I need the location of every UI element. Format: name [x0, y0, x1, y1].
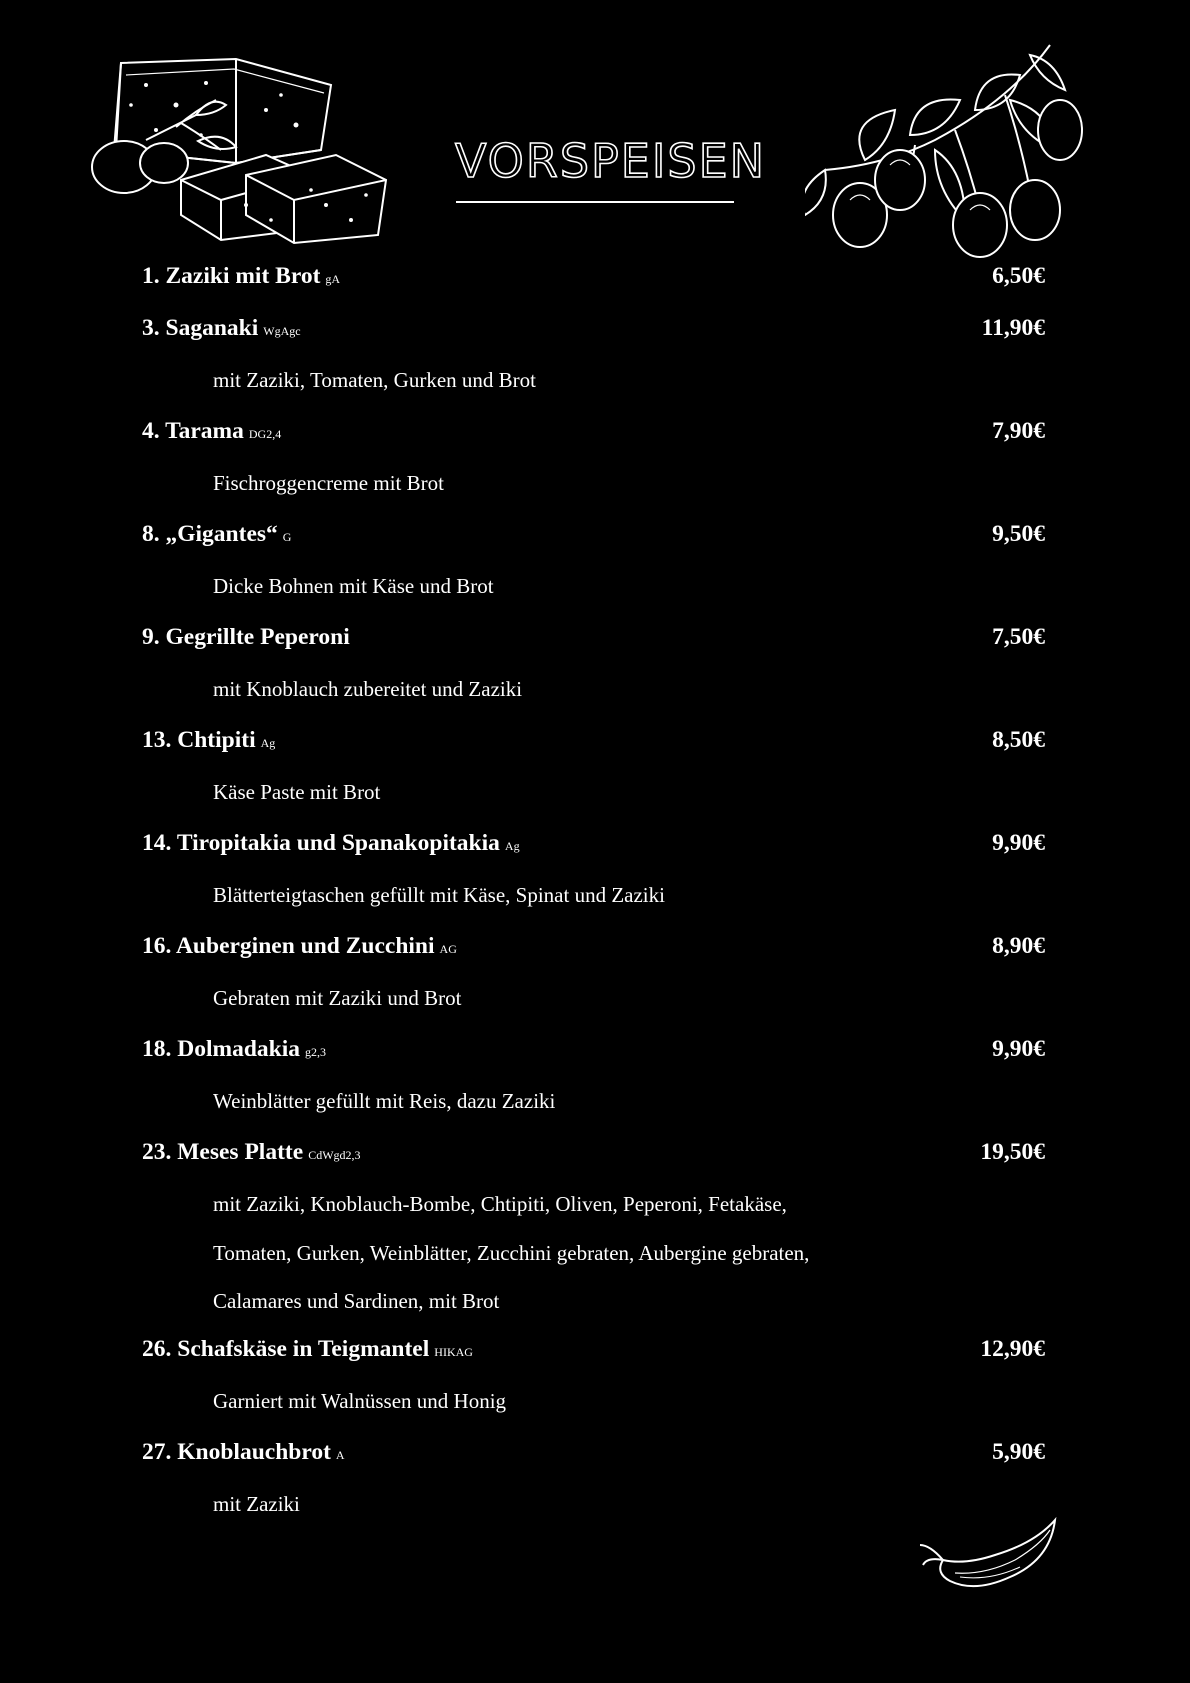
item-description: Garniert mit Walnüssen und Honig: [213, 1389, 507, 1413]
cheese-illustration: [86, 55, 416, 265]
allergen-code: Ag: [504, 838, 520, 853]
item-description: Weinblätter gefüllt mit Reis, dazu Zaziki: [213, 1089, 556, 1113]
item-title: 4. Tarama: [142, 417, 244, 444]
item-title: 18. Dolmadakia: [142, 1035, 300, 1062]
item-price: 19,50€: [980, 1138, 1045, 1165]
menu-item: [142, 1036, 1045, 1088]
item-description: Tomaten, Gurken, Weinblätter, Zucchini gebraten, Aubergine gebraten,: [213, 1240, 810, 1265]
item-price: 9,90€: [992, 829, 1045, 856]
chili-pepper-illustration: [915, 1515, 1060, 1595]
menu-list: [142, 263, 1045, 1542]
item-price: 7,90€: [992, 417, 1045, 444]
item-title: 16. Auberginen und Zucchini: [142, 932, 435, 959]
title-underline: [456, 201, 734, 203]
item-title: 1. Zaziki mit Brot: [142, 263, 321, 289]
item-price: 12,90€: [980, 1335, 1045, 1362]
item-description: Gebraten mit Zaziki und Brot: [213, 986, 462, 1010]
item-description: Calamares und Sardinen, mit Brot: [213, 1289, 500, 1313]
item-description: mit Zaziki: [213, 1492, 300, 1516]
olive-branch-illustration: [805, 40, 1095, 260]
item-name: [142, 830, 520, 857]
item-title: 13. Chtipiti: [142, 726, 256, 753]
allergen-code: g2,3: [305, 1044, 326, 1059]
item-description: Blätterteigtaschen gefüllt mit Käse, Spinat und Zaziki: [213, 883, 665, 907]
item-description: Käse Paste mit Brot: [213, 780, 381, 804]
item-name: [142, 933, 457, 960]
allergen-code: G: [282, 529, 292, 544]
item-name: [142, 727, 275, 754]
menu-item: [142, 521, 1045, 573]
item-name: [142, 1336, 473, 1363]
item-title: 14. Tiropitakia und Spanakopitakia: [142, 829, 500, 856]
menu-item: [142, 1139, 1045, 1191]
page-title: VORSPEISEN: [455, 134, 767, 188]
allergen-code: AG: [439, 941, 457, 956]
item-name: [142, 263, 340, 290]
item-name: [142, 418, 281, 445]
allergen-code: A: [335, 1447, 345, 1462]
allergen-code: WgAgc: [263, 323, 301, 338]
menu-item: [142, 1439, 1045, 1491]
item-name: [142, 521, 291, 548]
item-price: 8,90€: [992, 932, 1045, 959]
item-title: 27. Knoblauchbrot: [142, 1438, 331, 1465]
item-price: 11,90€: [981, 314, 1045, 341]
item-description: Fischroggencreme mit Brot: [213, 471, 444, 495]
allergen-code: CdWgd2,3: [308, 1147, 361, 1162]
menu-item: [142, 418, 1045, 470]
menu-item: [142, 830, 1045, 882]
menu-item: [142, 727, 1045, 779]
item-price: 9,90€: [992, 1035, 1045, 1062]
menu-item: [142, 624, 1045, 676]
item-description: Dicke Bohnen mit Käse und Brot: [213, 574, 494, 598]
menu-item: [142, 263, 1045, 315]
item-description: mit Zaziki, Knoblauch-Bombe, Chtipiti, Oliven, Peperoni, Fetakäse,: [213, 1192, 787, 1216]
item-price: 7,50€: [992, 623, 1045, 650]
item-price: 6,50€: [992, 263, 1045, 289]
item-title: 8. „Gigantes“: [142, 520, 278, 547]
allergen-code: gA: [325, 272, 341, 286]
allergen-code: HIKAG: [434, 1344, 473, 1359]
item-price: 9,50€: [992, 520, 1045, 547]
menu-item: [142, 933, 1045, 985]
item-description: mit Zaziki, Tomaten, Gurken und Brot: [213, 368, 536, 392]
item-title: 3. Saganaki: [142, 314, 259, 341]
item-title: 26. Schafskäse in Teigmantel: [142, 1335, 430, 1362]
item-name: [142, 624, 350, 651]
item-title: 9. Gegrillte Peperoni: [142, 623, 350, 650]
allergen-code: Ag: [260, 735, 276, 750]
item-price: 8,50€: [992, 726, 1045, 753]
menu-item: [142, 1336, 1045, 1388]
item-name: [142, 1036, 326, 1063]
allergen-code: DG2,4: [248, 426, 282, 441]
item-description: mit Knoblauch zubereitet und Zaziki: [213, 677, 523, 701]
menu-item: [142, 315, 1045, 367]
item-name: [142, 1439, 345, 1466]
item-title: 23. Meses Platte: [142, 1138, 304, 1165]
item-name: [142, 1139, 361, 1166]
item-name: [142, 315, 301, 342]
item-price: 5,90€: [992, 1438, 1045, 1465]
